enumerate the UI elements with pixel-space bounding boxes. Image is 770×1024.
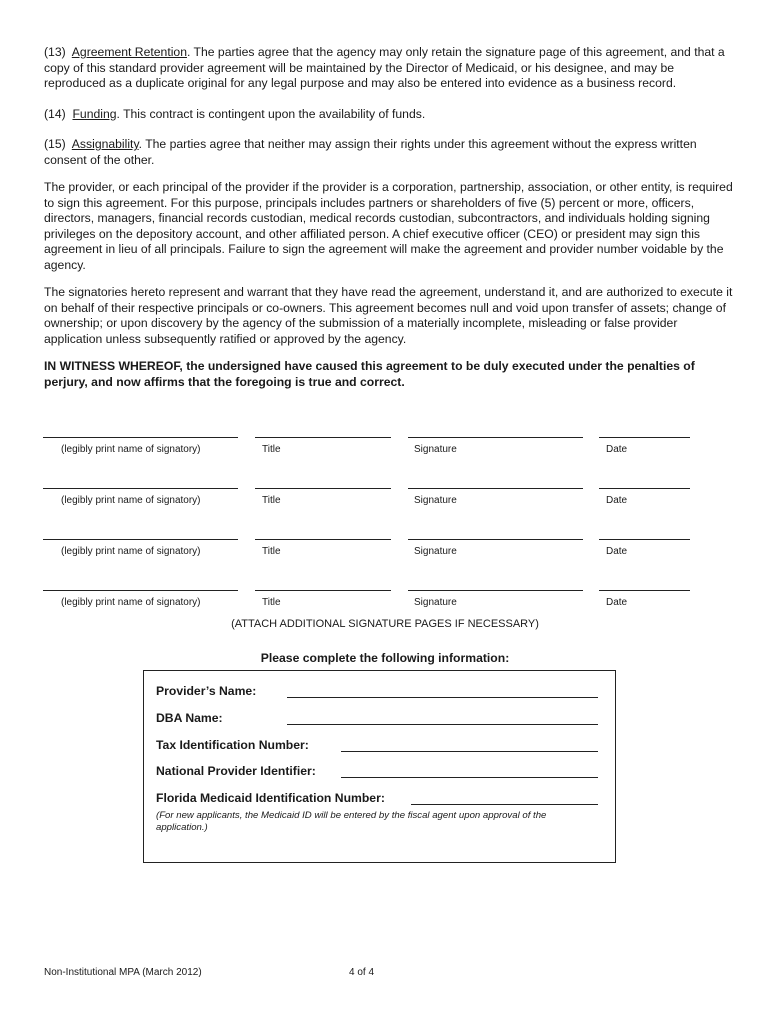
dba-name-field[interactable] [287, 724, 598, 725]
clause-number: (13) [44, 45, 66, 59]
signature-label: Signature [414, 597, 457, 608]
date-line[interactable] [599, 539, 690, 540]
providers-name-field[interactable] [287, 697, 598, 698]
date-line[interactable] [599, 590, 690, 591]
title-line[interactable] [255, 590, 391, 591]
tax-id-label: Tax Identification Number: [156, 738, 309, 752]
form-name: Non-Institutional MPA (March 2012) [44, 967, 202, 978]
signature-label: Signature [414, 546, 457, 557]
clause-14 [44, 107, 734, 123]
signature-row [0, 488, 770, 514]
providers-name-label: Provider’s Name: [156, 684, 257, 698]
title-label: Title [262, 495, 281, 506]
medicaid-id-label: Florida Medicaid Identification Number: [156, 791, 385, 805]
npi-label: National Provider Identifier: [156, 764, 316, 778]
tax-id-field[interactable] [341, 751, 598, 752]
signature-line[interactable] [408, 488, 583, 489]
date-line[interactable] [599, 437, 690, 438]
signature-row [0, 437, 770, 463]
name-line[interactable] [43, 488, 238, 489]
clause-15 [44, 137, 734, 168]
date-line[interactable] [599, 488, 690, 489]
npi-field[interactable] [341, 777, 598, 778]
signature-row [0, 539, 770, 565]
clause-13 [44, 45, 734, 92]
clause-text: . The parties agree that the agency may only retain the signature page of this agreement, and that a copy of this standard provider agreement will be maintained by the Director of Medicaid, or his designee, and may be reproduced as a duplicate original for any legal purpose and may also be entered into evidence as a business record. [44, 45, 725, 91]
dba-name-label: DBA Name: [156, 711, 223, 725]
signature-label: Signature [414, 444, 457, 455]
title-label: Title [262, 546, 281, 557]
name-line[interactable] [43, 590, 238, 591]
signature-label: Signature [414, 495, 457, 506]
name-label: (legibly print name of signatory) [61, 546, 201, 557]
medicaid-id-field[interactable] [411, 804, 598, 805]
provider-info-box [143, 670, 616, 863]
clause-text: . This contract is contingent upon the availability of funds. [116, 107, 426, 121]
signature-line[interactable] [408, 590, 583, 591]
principals-paragraph: The provider, or each principal of the provider if the provider is a corporation, partnership, association, or other entity, is required to sign this agreement. For this purpose, principals includes partners or shareholders of five (5) percent or more, officers, directors, managers, financial records custodian, medical records custodian, subcontractors, and individuals holding signing privileges on the depository account, and other affiliated person. A chief executive officer (CEO) or president may sign this agreement in lieu of all principals. Failure to sign the agreement will make the agreement and provider number voidable by the agency. [44, 180, 733, 272]
page-number: 4 of 4 [349, 967, 375, 978]
title-label: Title [262, 444, 281, 455]
attach-note: (ATTACH ADDITIONAL SIGNATURE PAGES IF NECESSARY) [231, 618, 539, 630]
signature-row [0, 590, 770, 616]
name-label: (legibly print name of signatory) [61, 444, 201, 455]
title-line[interactable] [255, 488, 391, 489]
signatories-paragraph: The signatories hereto represent and warrant that they have read the agreement, understand it, and are authorized to execute it on behalf of their respective principals or co-owners. This agreement becomes null and void upon transfer of assets; change of ownership; or upon discovery by the agency of the submission of a materially incomplete, misleading or false provider application unless subsequently ratified or approved by the agency. [44, 285, 733, 346]
name-label: (legibly print name of signatory) [61, 597, 201, 608]
clause-title: Funding [72, 107, 117, 121]
title-label: Title [262, 597, 281, 608]
date-label: Date [606, 495, 628, 506]
clause-title: Assignability [71, 137, 139, 151]
date-label: Date [606, 597, 628, 608]
signature-line[interactable] [408, 437, 583, 438]
name-label: (legibly print name of signatory) [61, 495, 201, 506]
title-line[interactable] [255, 539, 391, 540]
clause-number: (15) [44, 137, 66, 151]
signature-line[interactable] [408, 539, 583, 540]
medicaid-id-note: (For new applicants, the Medicaid ID will be entered by the fiscal agent upon approval of the application.) [156, 810, 547, 833]
witness-paragraph: IN WITNESS WHEREOF, the undersigned have caused this agreement to be duly executed under the penalties of perjury, and now affirms that the foregoing is true and correct. [44, 359, 695, 389]
date-label: Date [606, 546, 628, 557]
clause-title: Agreement Retention [71, 45, 187, 59]
name-line[interactable] [43, 437, 238, 438]
clause-number: (14) [44, 107, 66, 121]
date-label: Date [606, 444, 628, 455]
name-line[interactable] [43, 539, 238, 540]
title-line[interactable] [255, 437, 391, 438]
clause-text: . The parties agree that neither may assign their rights under this agreement without the express written consent of the other. [44, 137, 697, 167]
info-heading: Please complete the following information: [260, 651, 510, 665]
